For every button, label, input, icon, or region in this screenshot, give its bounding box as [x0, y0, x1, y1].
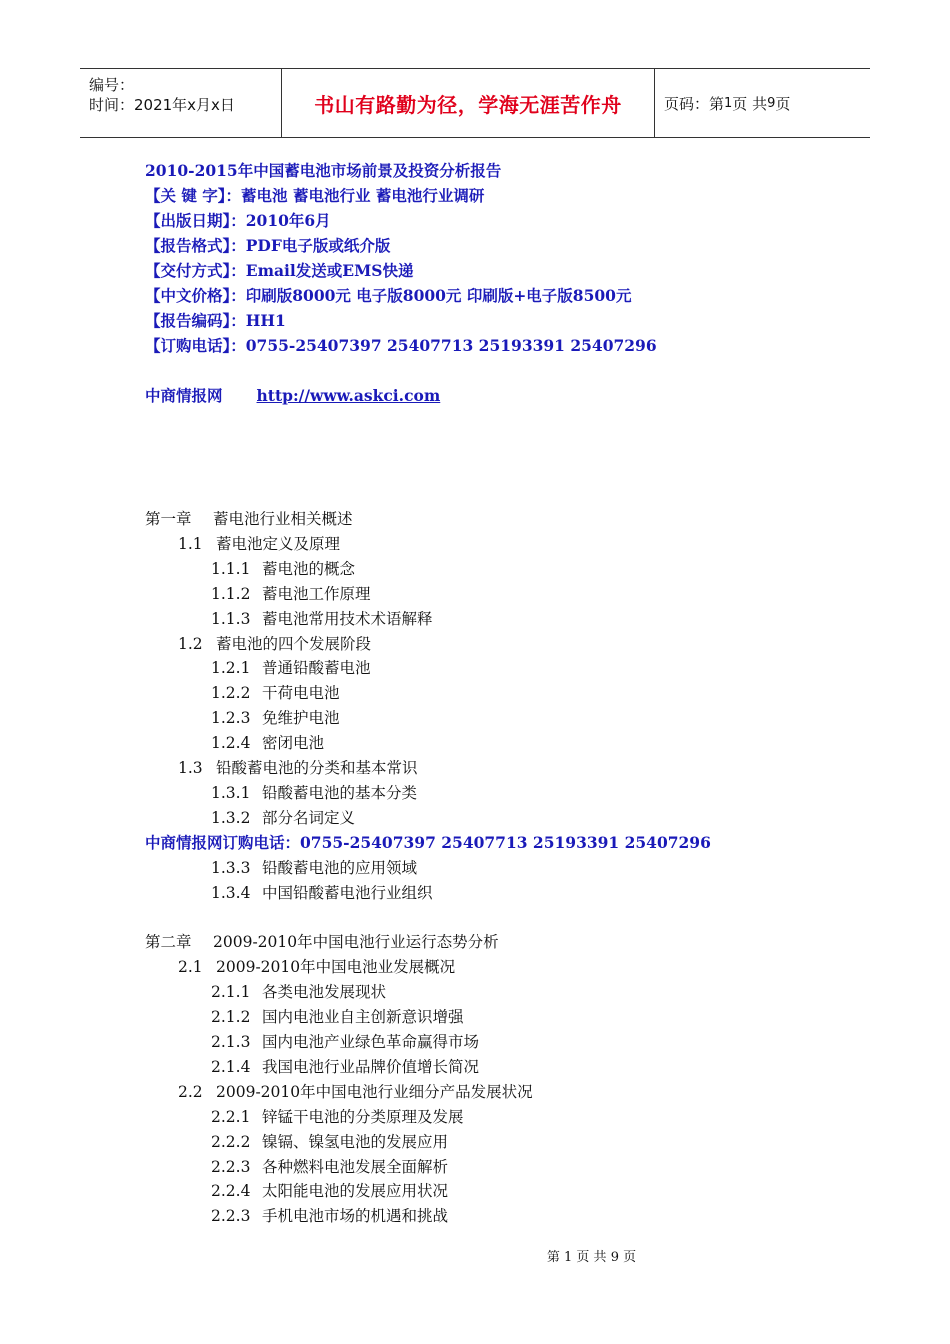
toc-item-number: 第二章: [145, 933, 192, 952]
toc-item-number: 1.2: [178, 634, 203, 653]
toc-item: [145, 806, 711, 831]
toc-item: [145, 582, 711, 607]
toc-item-number: 1.3.1: [211, 783, 251, 802]
page-current: 1: [724, 95, 733, 111]
report-format: 【报告格式】：PDF电子版或纸介版: [145, 236, 391, 255]
toc-item-title: 2009-2010年中国电池行业运行态势分析: [213, 933, 499, 952]
footer-page-text: 第 1 页 共 9 页: [546, 1250, 637, 1265]
toc-item-title: 锌锰干电池的分类原理及发展: [262, 1107, 464, 1126]
toc-item: [145, 955, 711, 980]
toc-item: [145, 1130, 711, 1155]
toc-item-number: 2.2.3: [211, 1157, 251, 1176]
toc-item: [145, 1179, 711, 1204]
toc-item-number: 1.2.2: [211, 684, 251, 703]
toc-item-title: 各种燃料电池发展全面解析: [262, 1157, 449, 1176]
report-info: [145, 158, 657, 408]
toc-item-title: 国内电池产业绿色革命赢得市场: [262, 1033, 480, 1052]
report-code: 【报告编码】：HH1: [145, 311, 286, 330]
toc-item-title: 干荷电电池: [262, 684, 340, 703]
toc-item-number: 第一章: [145, 510, 192, 528]
toc-item: [145, 881, 711, 906]
toc-item-title: 2009-2010年中国电池行业细分产品发展状况: [216, 1082, 533, 1101]
report-title: 2010-2015年中国蓄电池市场前景及投资分析报告: [145, 161, 502, 180]
toc-item: [145, 856, 711, 881]
toc-item-number: 1.1.2: [211, 584, 251, 603]
site-name: 中商情报网: [145, 386, 223, 405]
toc-item-number: 1.3: [178, 759, 203, 778]
toc-item-title: 蓄电池行业相关概述: [213, 510, 353, 528]
toc-item: [145, 930, 711, 955]
toc-item-title: 各类电池发展现状: [262, 983, 387, 1002]
toc-spacer: [145, 906, 711, 931]
toc-item-title: 中国铅酸蓄电池行业组织: [262, 883, 433, 902]
toc-item-number: 1.3.2: [211, 808, 251, 827]
toc-item: [145, 781, 711, 806]
toc-item: [145, 532, 711, 557]
report-pub-date: 【出版日期】：2010年6月: [145, 211, 331, 230]
toc-item: [145, 607, 711, 632]
toc-item-number: 1.1: [178, 534, 203, 553]
toc-item: [145, 1030, 711, 1055]
toc-item-title: 蓄电池定义及原理: [216, 534, 341, 553]
time-label: 时间：2021年x月x日: [89, 96, 235, 114]
toc-item-title: 太阳能电池的发展应用状况: [262, 1182, 449, 1201]
toc-item-number: 2.2.3: [211, 1207, 251, 1226]
toc-item-title: 免维护电池: [262, 709, 340, 728]
toc-item: [145, 980, 711, 1005]
toc-item-number: 2.1.1: [211, 983, 251, 1002]
toc-item: [145, 756, 711, 781]
page-total: 9: [767, 95, 776, 111]
page-suffix: 页: [775, 94, 791, 113]
toc-item-number: 2.2.4: [211, 1182, 251, 1201]
toc-item-number: 1.2.1: [211, 659, 251, 678]
page-footer: [0, 1246, 950, 1265]
page-mid: 页 共: [732, 94, 768, 113]
toc-item-title: 蓄电池的概念: [262, 559, 356, 578]
site-line: [145, 383, 657, 408]
toc-item-number: 2.1: [178, 958, 203, 977]
report-price: 【中文价格】：印刷版8000元 电子版8000元 印刷版+电子版8500元: [145, 286, 632, 305]
toc-item-title: 镍镉、镍氢电池的发展应用: [262, 1132, 449, 1151]
toc-item: [145, 507, 711, 532]
toc-item: [145, 656, 711, 681]
toc-item: [145, 681, 711, 706]
toc-item-number: 1.3.4: [211, 883, 251, 902]
toc-item-number: 2.2: [178, 1082, 203, 1101]
toc-item-number: 1.2.3: [211, 709, 251, 728]
toc-item: [145, 557, 711, 582]
toc-item: [145, 632, 711, 657]
serial-label: 编号：: [89, 76, 135, 94]
page-prefix: 页码：第: [664, 94, 725, 113]
toc-item: [145, 1105, 711, 1130]
report-phone: 【订购电话】：0755-25407397 25407713 25193391 25407296: [145, 336, 657, 355]
toc-item-number: 1.2.4: [211, 734, 251, 753]
toc-item-title: 蓄电池常用技术术语解释: [262, 609, 433, 628]
toc-item-title: 2009-2010年中国电池业发展概况: [216, 958, 456, 977]
toc-item-number: 1.3.3: [211, 858, 251, 877]
toc-item: [145, 1155, 711, 1180]
toc-item-title: 手机电池市场的机遇和挑战: [262, 1207, 449, 1226]
header-motto: 书山有路勤为径，学海无涯苦作舟: [282, 69, 655, 137]
toc-order-phone: 中商情报网订购电话：0755-25407397 25407713 25193391 25407296: [145, 832, 711, 852]
toc-item: [145, 706, 711, 731]
toc-item-number: 2.2.1: [211, 1107, 251, 1126]
toc-item-number: 2.2.2: [211, 1132, 251, 1151]
toc-item-number: 1.1.3: [211, 609, 251, 628]
toc-item: [145, 1204, 711, 1229]
report-keywords: 【关 键 字】：蓄电池 蓄电池行业 蓄电池行业调研: [145, 186, 485, 205]
toc-item-title: 部分名词定义: [262, 808, 356, 827]
toc-item: [145, 1055, 711, 1080]
toc-item-title: 蓄电池的四个发展阶段: [216, 634, 372, 653]
toc-item-title: 普通铅酸蓄电池: [262, 659, 371, 678]
toc-item-title: 铅酸蓄电池的基本分类: [262, 783, 418, 802]
toc-item: [145, 1005, 711, 1030]
toc-item-title: 我国电池行业品牌价值增长简况: [262, 1057, 480, 1076]
toc-item: [145, 1080, 711, 1105]
toc-item-title: 铅酸蓄电池的应用领域: [262, 858, 418, 877]
table-of-contents: [145, 507, 711, 1229]
toc-item: [145, 731, 711, 756]
toc-item-number: 2.1.4: [211, 1057, 251, 1076]
toc-item-title: 密闭电池: [262, 734, 325, 753]
toc-item-number: 1.1.1: [211, 559, 251, 578]
page-header: [80, 68, 870, 138]
toc-item-number: 2.1.3: [211, 1033, 251, 1052]
toc-item-title: 国内电池业自主创新意识增强: [262, 1008, 464, 1027]
toc-item-title: 铅酸蓄电池的分类和基本常识: [216, 759, 418, 778]
header-meta: [80, 69, 282, 137]
report-delivery: 【交付方式】：Email发送或EMS快递: [145, 261, 414, 280]
toc-item-number: 2.1.2: [211, 1008, 251, 1027]
header-page-number: [655, 69, 870, 137]
site-link[interactable]: http://www.askci.com: [256, 386, 441, 405]
toc-item-title: 蓄电池工作原理: [262, 584, 371, 603]
